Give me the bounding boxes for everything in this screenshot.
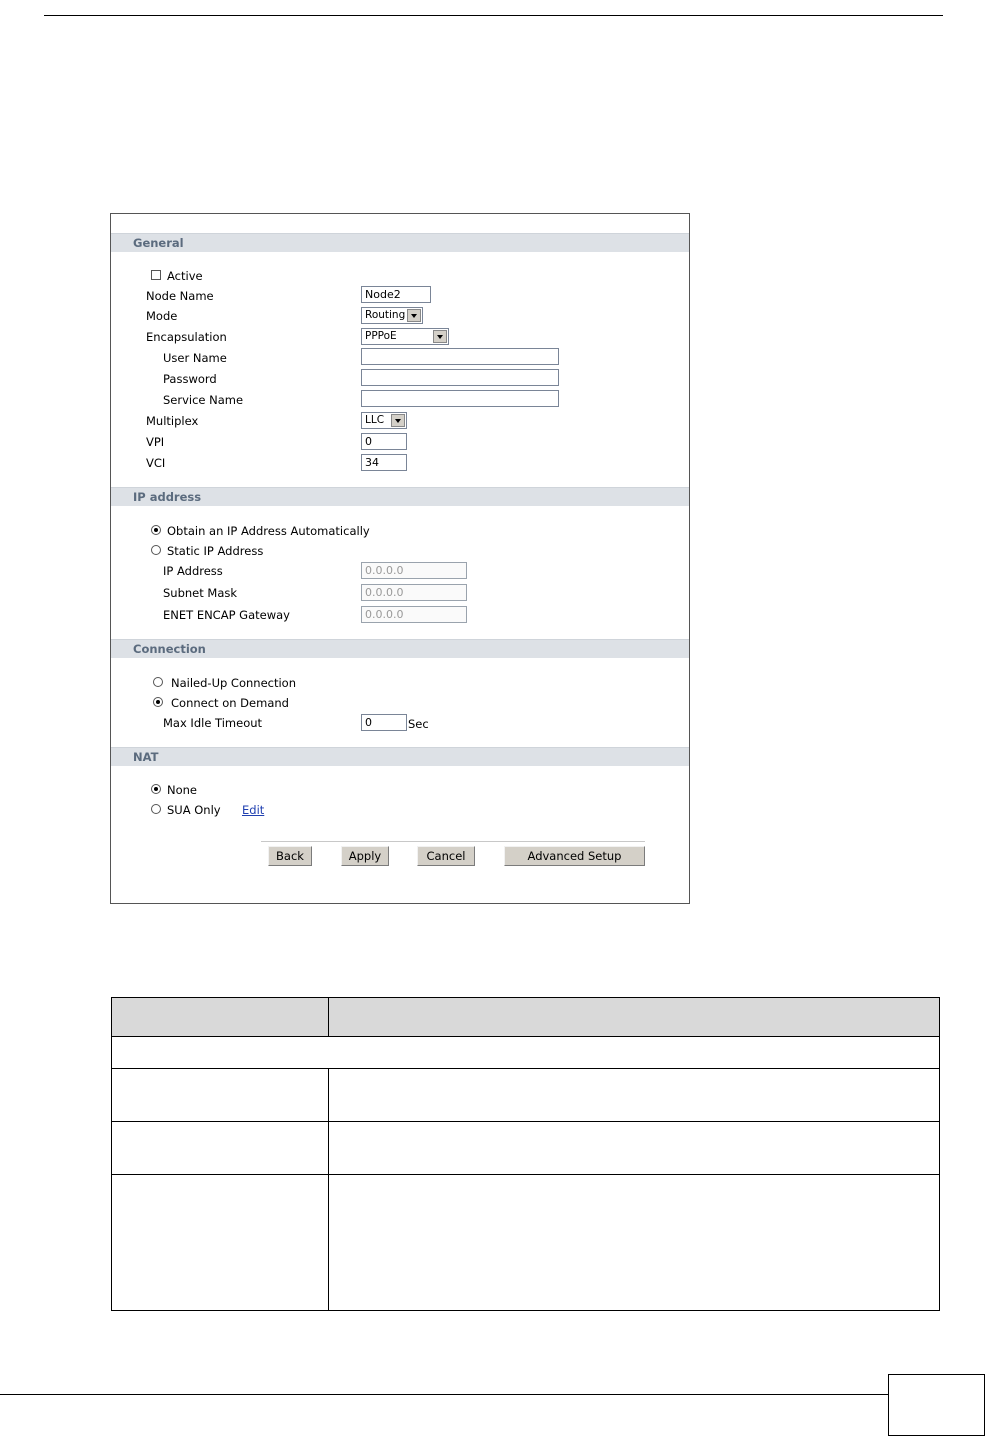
connect-on-demand-label: Connect on Demand [171,696,289,710]
mode-select-value: Routing [365,309,406,321]
subnet-mask-label: Subnet Mask [163,586,238,600]
nat-edit-link[interactable]: Edit [242,803,265,817]
table-column-divider [328,1121,329,1174]
table-row [112,1068,939,1122]
ip-address-input[interactable] [361,562,467,579]
user-name-input[interactable] [361,348,559,365]
service-name-label: Service Name [163,393,244,407]
sua-only-label: SUA Only [167,803,221,817]
section-general-header [111,233,689,252]
section-connection-header [111,639,689,658]
subnet-mask-input[interactable] [361,584,467,601]
nat-none-label: None [167,783,198,797]
chevron-down-icon [391,414,405,427]
gateway-label: ENET ENCAP Gateway [163,608,290,622]
obtain-auto-label: Obtain an IP Address Automatically [167,524,370,538]
wan-setup-panel [110,213,690,904]
section-nat-title: NAT [133,750,159,764]
section-connection-title: Connection [133,642,206,656]
password-input[interactable] [361,369,559,386]
idle-unit-label: Sec [408,717,429,731]
static-ip-label: Static IP Address [167,544,264,558]
back-button[interactable]: Back [268,846,312,866]
max-idle-input[interactable] [361,714,407,731]
nat-none-radio[interactable] [151,784,161,794]
service-name-input[interactable] [361,390,559,407]
password-label: Password [163,372,217,386]
vci-label: VCI [146,456,166,470]
multiplex-label: Multiplex [146,414,199,428]
advanced-setup-button[interactable]: Advanced Setup [504,846,645,866]
nailed-up-label: Nailed-Up Connection [171,676,297,690]
header-rule [44,15,943,16]
table-header-row [112,998,939,1037]
chevron-down-icon [407,309,421,322]
footer-rule [0,1394,888,1395]
encapsulation-select[interactable] [361,328,449,345]
vpi-label: VPI [146,435,165,449]
user-name-label: User Name [163,351,227,365]
section-nat-header [111,747,689,766]
multiplex-select[interactable] [361,412,407,429]
section-general-title: General [133,236,184,250]
max-idle-label: Max Idle Timeout [163,716,263,730]
sua-only-radio[interactable] [151,804,161,814]
obtain-auto-radio[interactable] [151,525,161,535]
page-number-box [888,1374,985,1436]
cancel-button[interactable]: Cancel [417,846,475,866]
apply-button[interactable]: Apply [341,846,389,866]
gateway-input[interactable] [361,606,467,623]
mode-select[interactable] [361,307,423,324]
section-ip-header [111,487,689,506]
table-column-divider [328,1068,329,1121]
chevron-down-icon [433,330,447,343]
table-column-divider [328,998,329,1036]
connect-on-demand-radio[interactable] [153,697,163,707]
static-ip-radio[interactable] [151,545,161,555]
mode-label: Mode [146,309,178,323]
vpi-input[interactable] [361,433,407,450]
active-checkbox[interactable] [151,270,161,280]
encapsulation-select-value: PPPoE [365,330,397,342]
active-label: Active [167,269,203,283]
nailed-up-radio[interactable] [153,677,163,687]
ip-address-label: IP Address [163,564,223,578]
node-name-label: Node Name [146,289,214,303]
table-row [112,1121,939,1175]
vci-input[interactable] [361,454,407,471]
button-divider [261,841,645,842]
node-name-input[interactable] [361,286,431,303]
description-table [111,997,940,1311]
encapsulation-label: Encapsulation [146,330,227,344]
multiplex-select-value: LLC [365,414,385,426]
table-row [112,1036,939,1069]
section-ip-title: IP address [133,490,202,504]
table-column-divider [328,1174,329,1310]
